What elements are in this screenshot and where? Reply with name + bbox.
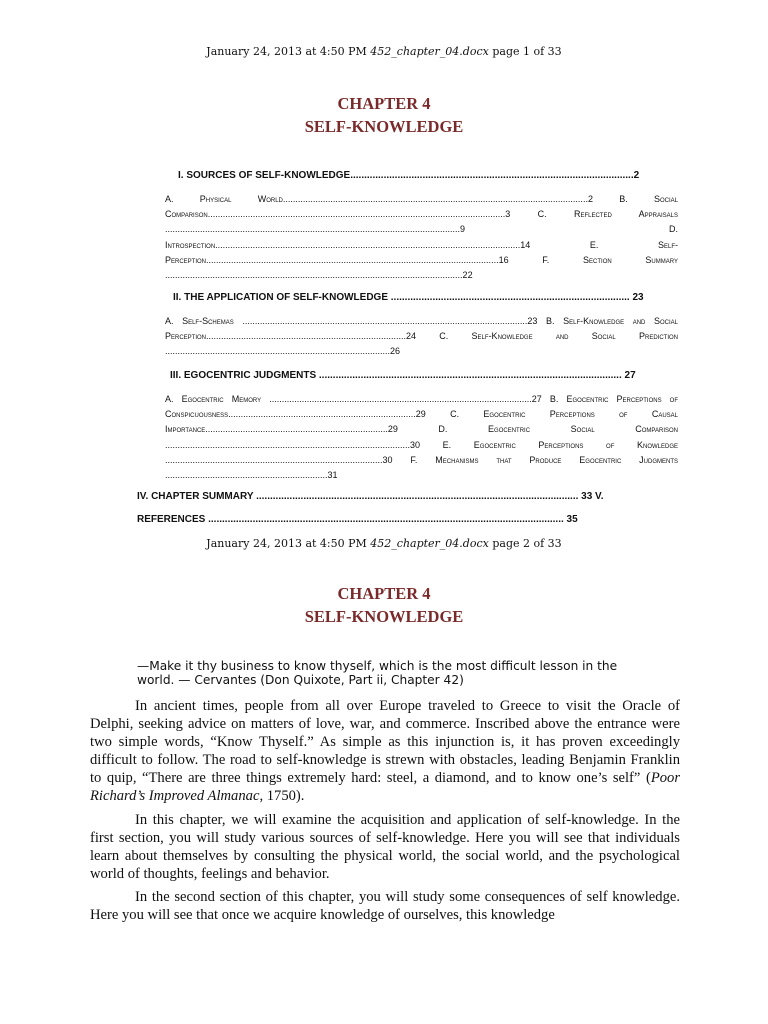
paragraph: In the second section of this chapter, you will study some consequences of self knowledge. Here you will see that once we acquire knowledge of ourselves, this knowledge <box>90 888 680 924</box>
header-filename: 452_chapter_04.docx <box>370 537 489 550</box>
chapter-title-2: SELF-KNOWLEDGE <box>304 607 464 626</box>
toc-references[interactable]: REFERENCES ................................................................................................................................ 35 <box>137 514 578 525</box>
body-text <box>90 697 680 929</box>
header-timestamp: January 24, 2013 at 4:50 PM <box>206 537 367 550</box>
toc-section-1[interactable]: I. SOURCES OF SELF-KNOWLEDGE......................................................................................................2 <box>178 170 640 181</box>
paragraph: In this chapter, we will examine the acquisition and application of self-knowledge. In the first section, you will study various sources of self-knowledge. Here you will see that individuals learn about themselves by consulting the physical world, the social world, and the psychological world of thoughts, feelings and behavior. <box>90 811 680 882</box>
toc-section-2[interactable]: II. THE APPLICATION OF SELF-KNOWLEDGE ...................................................................................... 23 <box>173 292 644 303</box>
chapter-title: SELF-KNOWLEDGE <box>304 117 464 136</box>
toc-section-4[interactable]: IV. CHAPTER SUMMARY .................................................................................................................... 33 V. <box>137 491 604 502</box>
header-page-number: page 1 of 33 <box>492 45 562 58</box>
header-timestamp: January 24, 2013 at 4:50 PM <box>206 45 367 58</box>
header-page-number: page 2 of 33 <box>492 537 562 550</box>
chapter-number: CHAPTER 4 <box>337 94 431 113</box>
toc-section-1-items[interactable]: A. Physical World..........................................................................................................................2 B. Social Comparison.......................................................................................................................3 C. Reflected Appraisals ......................................................................................................................9 D. Introspection..........................................................................................................................14 E. Self-Perception.....................................................................................................................16 F. Section Summary .......................................................................................................................22 <box>165 194 678 281</box>
header-filename: 452_chapter_04.docx <box>370 45 489 58</box>
page-header <box>0 45 768 58</box>
toc-section-3[interactable]: III. EGOCENTRIC JUDGMENTS ............................................................................................................. 27 <box>170 370 636 381</box>
epigraph: —Make it thy business to know thyself, which is the most difficult lesson in the world. — Cervantes (Don Quixote, Part ii, Chapter 42) <box>137 659 618 687</box>
toc-section-3-items[interactable]: A. Egocentric Memory .........................................................................................................27 B. Egocentric Perceptions of Conspicuousness...........................................................................29 C. Egocentric Perceptions of Causal Importance.........................................................................29 D. Egocentric Social Comparison ..................................................................................................30 E. Egocentric Perceptions of Knowledge .......................................................................................30 F. Mechanisms that Produce Egocentric Judgments .................................................................31 <box>165 394 678 481</box>
italic-title: Poor Richard’s Improved Almanac <box>90 770 680 805</box>
toc-section-2-items[interactable]: A. Self-Schemas ..................................................................................................................23 B. Self-Knowledge and Social Perception................................................................................24 C. Self-Knowledge and Social Prediction ..........................................................................................26 <box>165 316 678 357</box>
paragraph: In ancient times, people from all over Europe traveled to Greece to visit the Oracle of Delphi, seeking advice on matters of love, war, and commerce. Inscribed above the entrance were two simple words, “Know Thyself.” As simple as this injunction is, it has proven exceedingly difficult to follow. The road to self-knowledge is strewn with obstacles, leading Benjamin Franklin to quip, “There are three things extremely hard: steel, a diamond, and to know one’s self” (Poor Richard’s Improved Almanac, 1750). <box>90 698 680 805</box>
page-header-2 <box>0 537 768 550</box>
chapter-number-2: CHAPTER 4 <box>337 584 431 603</box>
